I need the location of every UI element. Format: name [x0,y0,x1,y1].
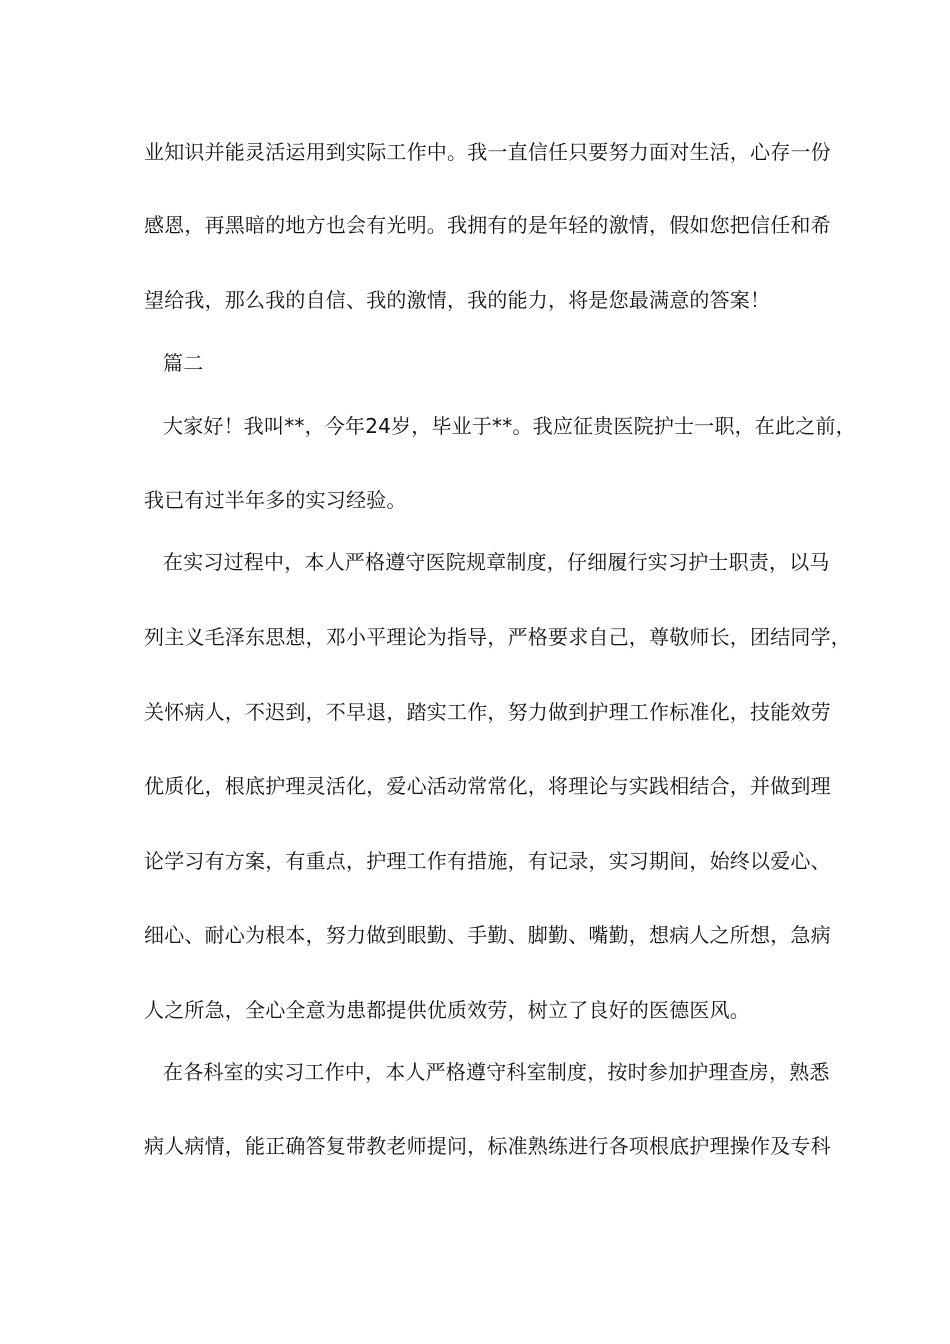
text-line-8: 列主义毛泽东思想，邓小平理论为指导，严格要求自己，尊敬师长，团结同学， [144,625,851,649]
text-line-14: 在各科室的实习工作中，本人严格遵守科室制度，按时参加护理查房，熟悉 [163,1060,830,1084]
text-line-7: 在实习过程中，本人严格遵守医院规章制度，仔细履行实习护士职责，以马 [163,550,830,574]
text-line-15: 病人病情，能正确答复带教老师提问，标准熟练进行各项根底护理操作及专科 [144,1134,831,1158]
text-line-6: 我已有过半年多的实习经验。 [144,488,407,512]
text-line-13: 人之所急，全心全意为患都提供优质效劳，树立了良好的医德医风。 [144,998,750,1022]
text-line-5: 大家好！我叫**，今年24岁，毕业于**。我应征贵医院护士一职，在此之前， [163,414,856,438]
text-line-1: 业知识并能灵活运用到实际工作中。我一直信任只要努力面对生活，心存一份 [144,140,831,164]
text-line-9: 关怀病人，不迟到，不早退，踏实工作，努力做到护理工作标准化，技能效劳 [144,700,831,724]
text-line-11: 论学习有方案，有重点，护理工作有措施，有记录，实习期间，始终以爱心、 [144,849,831,873]
text-line-12: 细心、耐心为根本，努力做到眼勤、手勤、脚勤、嘴勤，想病人之所想，急病 [144,923,831,947]
section-heading: 篇二 [163,351,204,375]
text-line-3: 望给我，那么我的自信、我的激情，我的能力，将是您最满意的答案！ [144,288,771,312]
text-line-10: 优质化，根底护理灵活化，爱心活动常常化，将理论与实践相结合，并做到理 [144,774,831,798]
text-line-2: 感恩，再黑暗的地方也会有光明。我拥有的是年轻的激情，假如您把信任和希 [144,213,831,237]
